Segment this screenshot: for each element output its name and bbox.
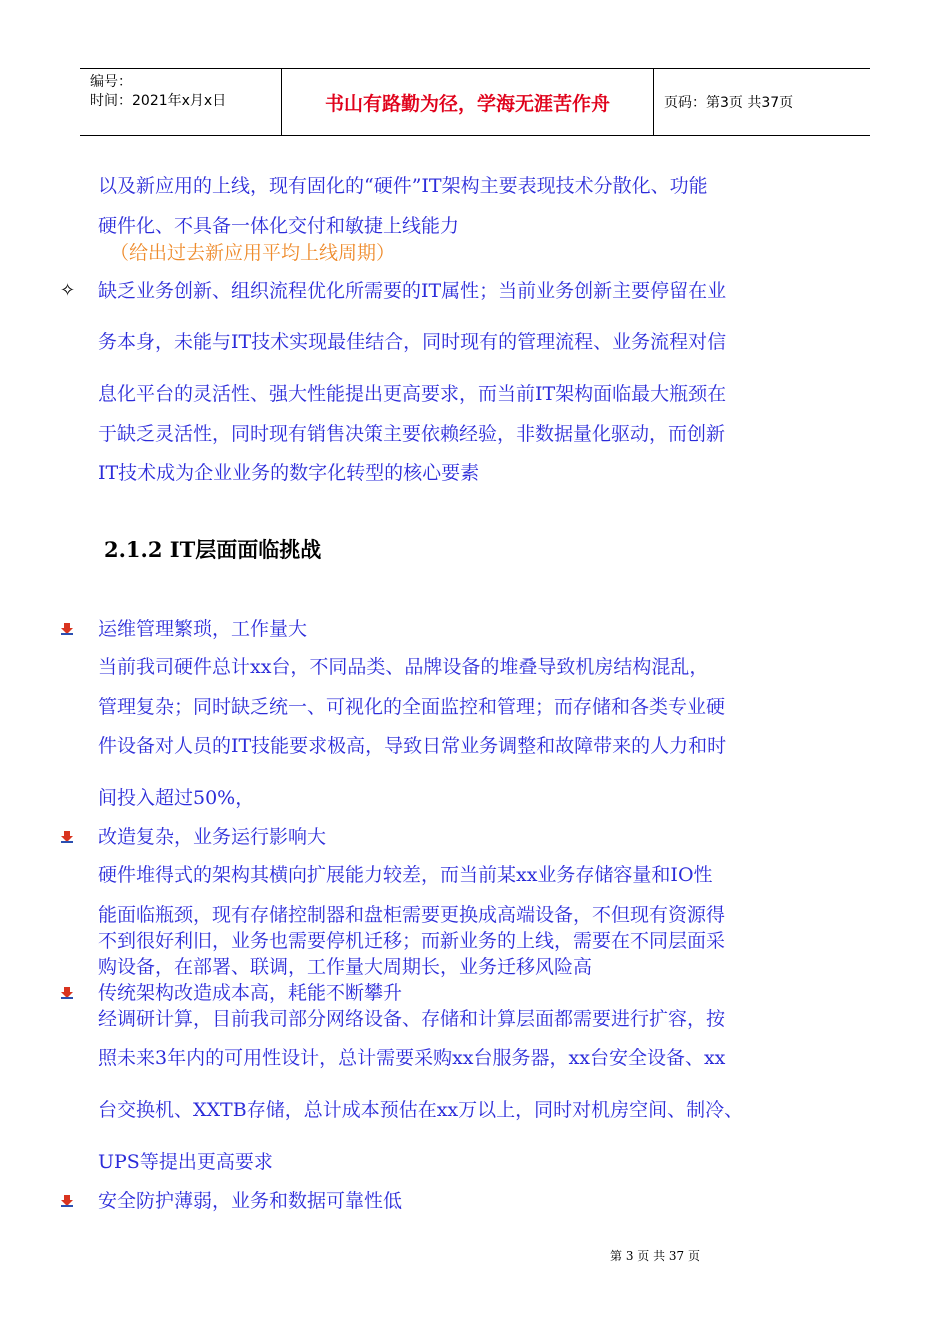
section-heading: 2.1.2 IT层面面临挑战 [104,537,322,562]
paragraph-line: 件设备对人员的IT技能要求极高，导致日常业务调整和故障带来的人力和时 [98,735,727,757]
paragraph-line: 当前我司硬件总计xx台，不同品类、品牌设备的堆叠导致机房结构混乱， [98,656,709,678]
document-date-label: 时间：2021年x月x日 [90,93,227,109]
paragraph-line: 经调研计算，目前我司部分网络设备、存储和计算层面都需要进行扩容，按 [98,1008,726,1030]
paragraph-line: 不到很好利旧，业务也需要停机迁移；而新业务的上线，需要在不同层面采 [98,930,726,952]
arrow-bullet-icon [60,830,74,844]
paragraph-line: IT技术成为企业业务的数字化转型的核心要素 [98,462,480,484]
paragraph-line: 息化平台的灵活性、强大性能提出更高要求，而当前IT架构面临最大瓶颈在 [98,383,727,405]
header-motto: 书山有路勤为径，学海无涯苦作舟 [282,69,654,135]
paragraph-line: 能面临瓶颈，现有存储控制器和盘柜需要更换成高端设备，不但现有资源得 [98,904,726,926]
paragraph-line: 管理复杂；同时缺乏统一、可视化的全面监控和管理；而存储和各类专业硬 [98,696,726,718]
page-header [80,68,870,136]
paragraph-line: 购设备，在部署、联调，工作量大周期长，业务迁移风险高 [98,956,593,978]
header-page-label: 页码：第3页 共37页 [664,95,794,111]
paragraph-line: 缺乏业务创新、组织流程优化所需要的IT属性；当前业务创新主要停留在业 [98,280,727,302]
challenge-title: 改造复杂，业务运行影响大 [98,826,327,848]
challenge-title: 运维管理繁琐，工作量大 [98,618,308,640]
challenge-title: 安全防护薄弱，业务和数据可靠性低 [98,1190,403,1212]
document-code-label: 编号： [90,74,132,90]
arrow-bullet-icon [60,986,74,1000]
header-left-cell [80,69,282,135]
arrow-bullet-icon [60,622,74,636]
intro-line: 以及新应用的上线，现有固化的“硬件”IT架构主要表现技术分散化、功能 [98,175,708,197]
page-footer: 第 3 页 共 37 页 [610,1249,700,1263]
paragraph-line: 于缺乏灵活性，同时现有销售决策主要依赖经验，非数据量化驱动，而创新 [98,423,726,445]
paragraph-line: 间投入超过50%， [98,787,255,809]
arrow-bullet-icon [60,1194,74,1208]
paragraph-line: 务本身，未能与IT技术实现最佳结合，同时现有的管理流程、业务流程对信 [98,331,727,353]
paragraph-line: 台交换机、XXTB存储，总计成本预估在xx万以上，同时对机房空间、制冷、 [98,1099,744,1121]
paragraph-line: 照未来3年内的可用性设计，总计需要采购xx台服务器，xx台安全设备、xx [98,1047,726,1069]
intro-line: 硬件化、不具备一体化交付和敏捷上线能力 [98,215,460,237]
challenge-title: 传统架构改造成本高，耗能不断攀升 [98,982,403,1004]
intro-note: （给出过去新应用平均上线周期） [110,242,396,264]
paragraph-line: UPS等提出更高要求 [98,1151,273,1173]
diamond-bullet-icon: ✧ [60,280,76,301]
paragraph-line: 硬件堆得式的架构其横向扩展能力较差，而当前某xx业务存储容量和IO性 [98,864,713,886]
